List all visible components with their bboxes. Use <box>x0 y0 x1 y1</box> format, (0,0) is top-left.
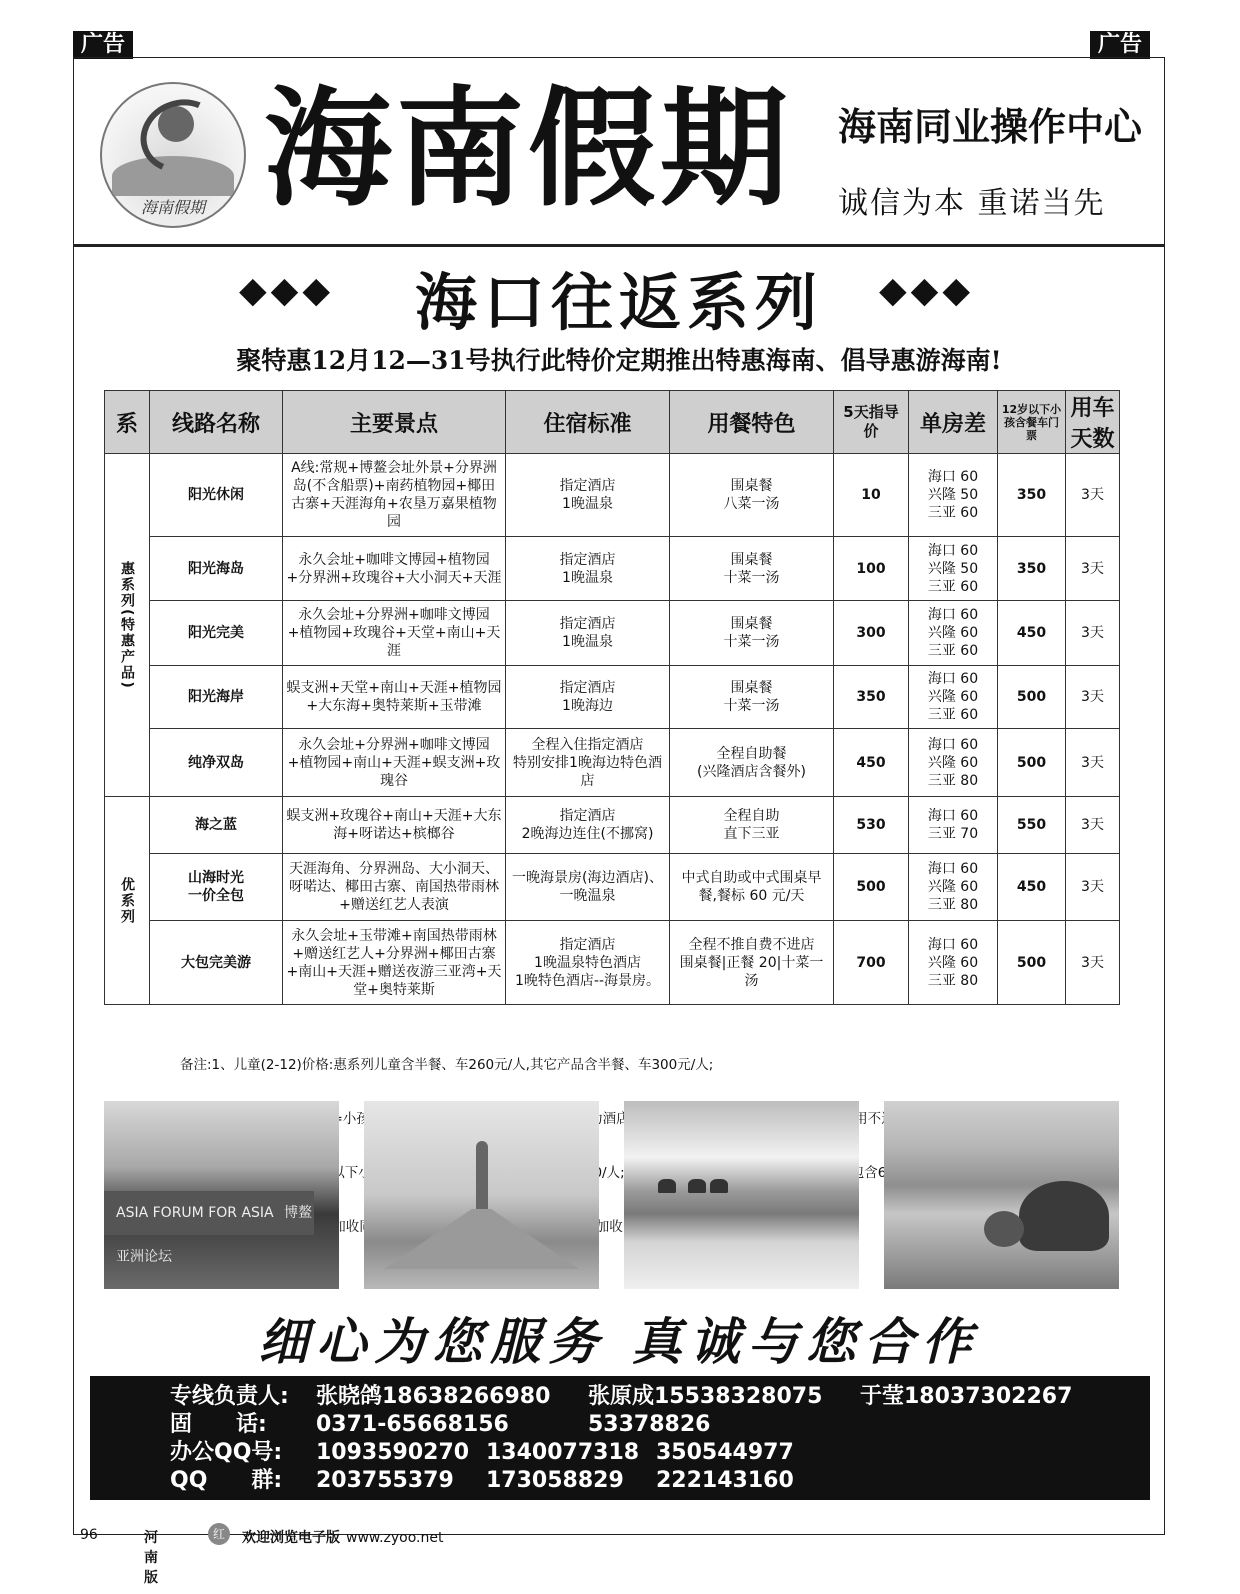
note-line: 备注:1、儿童(2-12)价格:惠系列儿童含半餐、车260元/人,其它产品含半餐、车300元/人; <box>180 1057 714 1073</box>
statue-shape <box>476 1141 488 1211</box>
route-hotel: 指定酒店 1晚海边 <box>506 666 670 729</box>
qq-number: 350544977 <box>656 1440 794 1465</box>
edition-label: 河南版 <box>144 1530 158 1586</box>
route-spots: 永久会址+分界洲+咖啡文博园+植物园+玫瑰谷+天堂+南山+天涯 <box>283 601 506 666</box>
table-row <box>105 729 1120 797</box>
qq-label: 办公QQ号: <box>170 1440 283 1465</box>
header-child: 12岁以下小孩含餐车门票 <box>998 391 1066 454</box>
route-meal: 中式自助或中式围桌早餐,餐标 60 元/天 <box>670 854 834 921</box>
route-meal: 围桌餐 十菜一汤 <box>670 537 834 601</box>
route-days: 3天 <box>1066 797 1120 854</box>
route-price: 450 <box>834 729 909 797</box>
route-meal: 全程自助 直下三亚 <box>670 797 834 854</box>
route-single-room: 海口 60 兴隆 60 三亚 80 <box>909 729 998 797</box>
contact-box <box>90 1376 1150 1500</box>
route-meal: 全程不推自费不进店 围桌餐|正餐 20|十菜一汤 <box>670 921 834 1005</box>
route-days: 3天 <box>1066 921 1120 1005</box>
brand-subtitle: 海南同业操作中心 <box>838 105 1143 149</box>
route-spots: 永久会址+咖啡文博园+植物园+分界洲+玫瑰谷+大小洞天+天涯 <box>283 537 506 601</box>
header-price: 5天指导价 <box>834 391 909 454</box>
route-days: 3天 <box>1066 854 1120 921</box>
photo-nanshan-statue <box>364 1101 599 1289</box>
table-row <box>105 601 1120 666</box>
route-child-price: 500 <box>998 921 1066 1005</box>
route-child-price: 550 <box>998 797 1066 854</box>
route-price: 10 <box>834 454 909 537</box>
forum-sign-cn: 博鳌亚洲论坛 <box>116 1205 313 1265</box>
manager-contact: 张晓鸽18638266980 <box>316 1384 551 1409</box>
qq-group-number: 173058829 <box>486 1468 624 1493</box>
header <box>74 58 1164 247</box>
phone-label: 固 话: <box>170 1412 267 1437</box>
route-single-room: 海口 60 兴隆 50 三亚 60 <box>909 454 998 537</box>
rock-shape <box>688 1179 706 1193</box>
promo-line: 聚特惠12月12—31号执行此特价定期推出特惠海南、倡导惠游海南! <box>236 346 1002 375</box>
table-row <box>105 854 1120 921</box>
qq-group-number: 222143160 <box>656 1468 794 1493</box>
route-hotel: 指定酒店 1晚温泉 <box>506 601 670 666</box>
plaza-shape <box>384 1209 579 1269</box>
series-title: 海口往返系列 <box>414 266 823 339</box>
logo-caption: 海南假期 <box>140 198 205 217</box>
route-hotel: 全程入住指定酒店 特别安排1晚海边特色酒店 <box>506 729 670 797</box>
table-row <box>105 454 1120 537</box>
route-name: 阳光海岛 <box>150 537 283 601</box>
contact-qq <box>90 1439 1150 1467</box>
phone-number: 53378826 <box>588 1412 711 1437</box>
group-label: 优系列 <box>105 797 150 1005</box>
table-row <box>105 797 1120 854</box>
photo-beach-rocks <box>624 1101 859 1289</box>
site-link[interactable]: www.zyoo.net <box>346 1530 444 1546</box>
route-spots: 永久会址+玉带滩+南国热带雨林+赠送红艺人+分界洲+椰田古寨+南山+天涯+赠送夜游三亚湾+天堂+奥特莱斯 <box>283 921 506 1005</box>
route-spots: A线:常规+博鳌会址外景+分界洲岛(不含船票)+南药植物园+椰田古寨+天涯海角+农垦万嘉果植物园 <box>283 454 506 537</box>
group-label-qq: QQ 群: <box>170 1468 283 1493</box>
group-label: 惠系列(特惠产品) <box>105 454 150 797</box>
route-child-price: 450 <box>998 601 1066 666</box>
route-single-room: 海口 60 兴隆 50 三亚 60 <box>909 537 998 601</box>
phone-number: 0371-65668156 <box>316 1412 509 1437</box>
edition-badge-icon: 红 <box>208 1523 230 1545</box>
route-single-room: 海口 60 兴隆 60 三亚 60 <box>909 601 998 666</box>
table-row <box>105 921 1120 1005</box>
route-name: 阳光完美 <box>150 601 283 666</box>
route-spots: 天涯海角、分界洲岛、大小洞天、呀喏达、椰田古寨、南国热带雨林+赠送红艺人表演 <box>283 854 506 921</box>
route-single-room: 海口 60 兴隆 60 三亚 80 <box>909 921 998 1005</box>
boulder-shape <box>984 1211 1024 1247</box>
route-name: 阳光海岸 <box>150 666 283 729</box>
route-meal: 围桌餐 十菜一汤 <box>670 666 834 729</box>
route-child-price: 500 <box>998 729 1066 797</box>
forum-sign-en: ASIA FORUM FOR ASIA <box>116 1205 274 1221</box>
diamond-decoration-left: ◆◆◆ <box>239 270 335 311</box>
welcome-label: 欢迎浏览电子版 <box>242 1530 340 1546</box>
route-hotel: 指定酒店 2晚海边连住(不挪窝) <box>506 797 670 854</box>
qq-group-number: 203755379 <box>316 1468 454 1493</box>
photo-boao-forum <box>104 1101 339 1289</box>
header-hotel: 住宿标准 <box>506 391 670 454</box>
route-spots: 蜈支洲+天堂+南山+天涯+植物园+大东海+奥特莱斯+玉带滩 <box>283 666 506 729</box>
header-route-name: 线路名称 <box>150 391 283 454</box>
route-name: 海之蓝 <box>150 797 283 854</box>
header-days: 用车天数 <box>1066 391 1120 454</box>
manager-contact: 张原成15538328075 <box>588 1384 823 1409</box>
route-spots: 蜈支洲+玫瑰谷+南山+天涯+大东海+呀诺达+槟榔谷 <box>283 797 506 854</box>
qq-number: 1093590270 <box>316 1440 470 1465</box>
brand-title: 海南假期 <box>264 75 793 224</box>
photo-tianya-coast <box>884 1101 1119 1289</box>
route-price: 700 <box>834 921 909 1005</box>
rock-shape <box>658 1179 676 1193</box>
manager-contact: 于莹18037302267 <box>860 1384 1073 1409</box>
table-header-row <box>105 391 1120 454</box>
route-days: 3天 <box>1066 537 1120 601</box>
route-price: 350 <box>834 666 909 729</box>
header-single-room: 单房差 <box>909 391 998 454</box>
diamond-decoration-right: ◆◆◆ <box>879 270 975 311</box>
header-spots: 主要景点 <box>283 391 506 454</box>
forum-sign <box>104 1191 314 1265</box>
slogan: 细心为您服务 真诚与您合作 <box>258 1312 980 1371</box>
route-meal: 全程自助餐 (兴隆酒店含餐外) <box>670 729 834 797</box>
contact-phones <box>90 1411 1150 1439</box>
route-days: 3天 <box>1066 666 1120 729</box>
route-price: 300 <box>834 601 909 666</box>
route-single-room: 海口 60 兴隆 60 三亚 80 <box>909 854 998 921</box>
contact-managers <box>90 1383 1150 1411</box>
route-hotel: 一晚海景房(海边酒店)、一晚温泉 <box>506 854 670 921</box>
photo-strip <box>104 1101 1119 1289</box>
route-name: 阳光休闲 <box>150 454 283 537</box>
route-days: 3天 <box>1066 601 1120 666</box>
route-single-room: 海口 60 三亚 70 <box>909 797 998 854</box>
header-series: 系 <box>105 391 150 454</box>
route-days: 3天 <box>1066 729 1120 797</box>
contact-qq-groups <box>90 1467 1150 1495</box>
route-single-room: 海口 60 兴隆 60 三亚 60 <box>909 666 998 729</box>
route-child-price: 350 <box>998 537 1066 601</box>
ad-tag-right: 广告 <box>1090 31 1150 59</box>
managers-label: 专线负责人: <box>170 1384 289 1409</box>
rock-shape <box>710 1179 728 1193</box>
table-row <box>105 537 1120 601</box>
route-days: 3天 <box>1066 454 1120 537</box>
route-hotel: 指定酒店 1晚温泉 <box>506 454 670 537</box>
route-table <box>104 390 1120 1005</box>
route-hotel: 指定酒店 1晚温泉 <box>506 537 670 601</box>
route-meal: 围桌餐 十菜一汤 <box>670 601 834 666</box>
route-price: 530 <box>834 797 909 854</box>
qq-number: 1340077318 <box>486 1440 640 1465</box>
route-name: 纯净双岛 <box>150 729 283 797</box>
route-name: 山海时光 一价全包 <box>150 854 283 921</box>
ad-frame <box>73 57 1165 1535</box>
route-child-price: 350 <box>998 454 1066 537</box>
route-price: 500 <box>834 854 909 921</box>
page-number: 96 <box>80 1527 98 1543</box>
route-spots: 永久会址+分界洲+咖啡文博园+植物园+南山+天涯+蜈支洲+玫瑰谷 <box>283 729 506 797</box>
route-child-price: 500 <box>998 666 1066 729</box>
brand-logo <box>100 82 246 228</box>
ad-tag-left: 广告 <box>73 31 133 59</box>
boulder-shape <box>1019 1181 1109 1251</box>
route-name: 大包完美游 <box>150 921 283 1005</box>
route-meal: 围桌餐 八菜一汤 <box>670 454 834 537</box>
brand-motto: 诚信为本 重诺当先 <box>838 186 1106 221</box>
route-hotel: 指定酒店 1晚温泉特色酒店 1晚特色酒店--海景房。 <box>506 921 670 1005</box>
table-row <box>105 666 1120 729</box>
welcome-text <box>242 1527 443 1547</box>
route-price: 100 <box>834 537 909 601</box>
header-meal: 用餐特色 <box>670 391 834 454</box>
route-child-price: 450 <box>998 854 1066 921</box>
